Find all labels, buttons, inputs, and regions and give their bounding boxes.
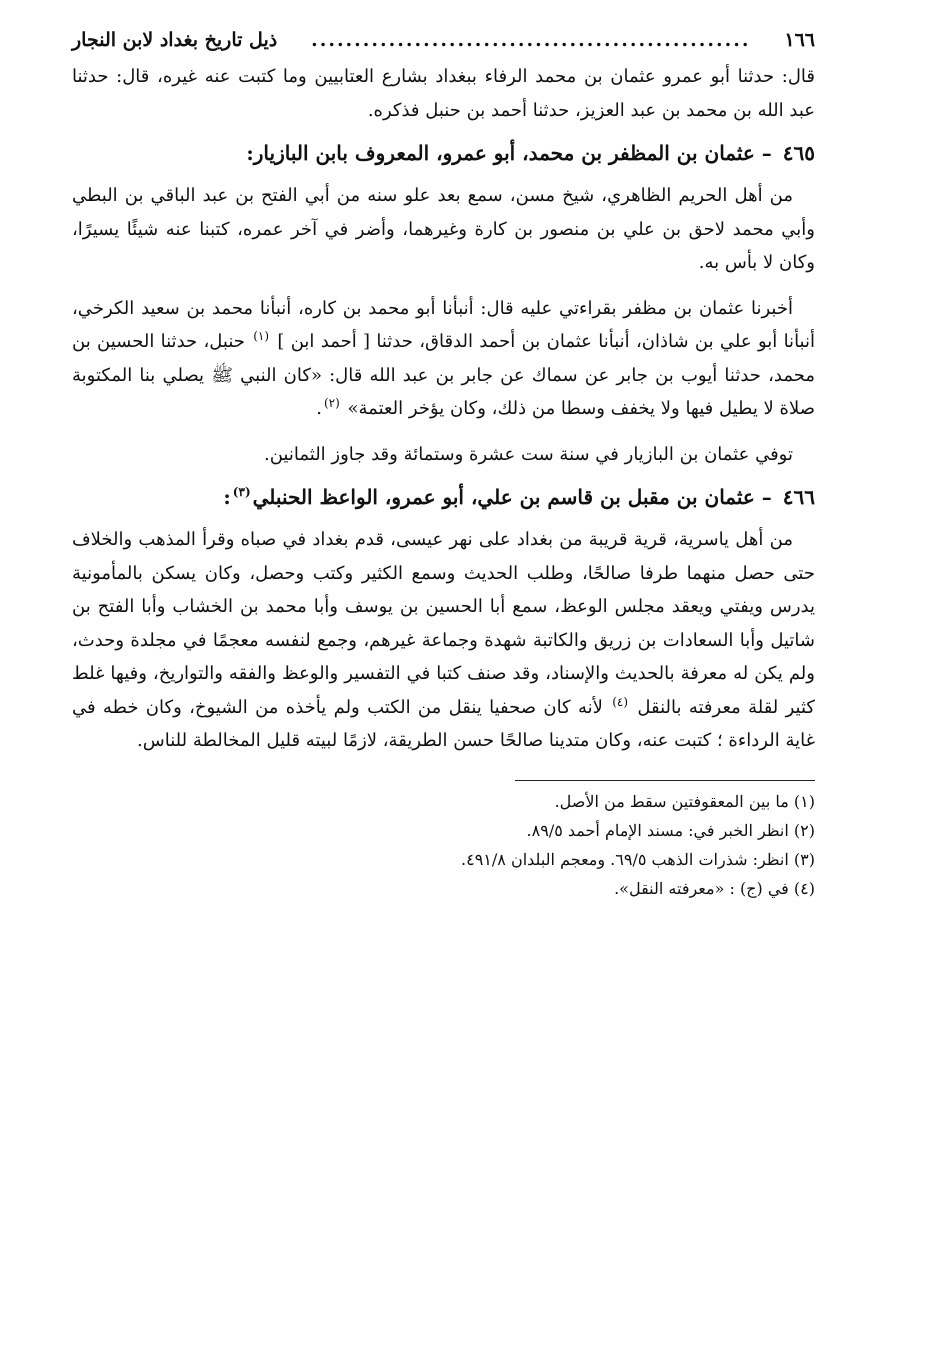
footnote-divider: [515, 780, 815, 781]
entry-466-number: ٤٦٦: [782, 485, 815, 509]
entry-465-death-paragraph: توفي عثمان بن البازيار في سنة ست عشرة وستمائة وقد جاوز الثمانين.: [264, 443, 793, 465]
footnotes: [72, 787, 815, 903]
entry-466-heading: [72, 479, 815, 515]
intro-paragraph: قال: حدثنا أبو عمرو عثمان بن محمد الرفاء ببغداد بشارع العتابيين وما كتبت عنه غيره، قال: حدثنا عبد الله بن محمد بن عبد العزيز، حدثنا أحمد بن حنبل فذكره.: [72, 66, 815, 121]
running-header: [72, 26, 815, 60]
hadith-text-end: .: [316, 398, 322, 419]
entry-465-title: – عثمان بن المظفر بن محمد، أبو عمرو، المعروف بابن البازيار:: [246, 141, 772, 165]
entry-466-title: – عثمان بن مقبل بن قاسم بن علي، أبو عمرو، الواعظ الحنبلي: [252, 485, 772, 509]
footnote-3: (٣) انظر: شذرات الذهب ٦٩/٥. ومعجم البلدان ٤٩١/٨.: [461, 849, 815, 869]
entry-466-title-colon: :: [223, 485, 231, 509]
entry-465-bio-paragraph: من أهل الحريم الظاهري، شيخ مسن، سمع بعد علو سنه من أبي الفتح بن عبد الباقي بن البطي وأبي محمد لاحق بن علي بن منصور بن كارة وغيرهما، وأضر في آخر عمره، كتبنا عنه شيئًا يسيرًا، وكان لا بأس به.: [72, 185, 815, 273]
footnote-ref-3: (٣): [232, 485, 251, 500]
page-number: ١٦٦: [784, 29, 815, 51]
entry-466-text-part-1: من أهل ياسرية، قرية قريبة من بغداد على نهر عيسى، قدم بغداد في صباه وقرأ المذهب والخلاف حتى حصل منهما طرفا صالحًا، وطلب الحديث وسمع الكثير وكتب وحصل، وكان يسكن بالمأمونية يدرس ويفتي ويعقد مجلس الوعظ، سمع أبا الحسين بن يوسف وأبا محمد بن الخشاب وأبا الفتح بن شاتيل وأبا السعادات بن زريق والكاتبة شهدة وجماعة غيرهم، وجمع لنفسه معجمًا في مجلدة وحدث، ولم يكن له معرفة بالحديث والإسناد، وقد صنف كتبا في التفسير والوعظ والفقه والتواريخ، وفيها غلط كثير لقلة معرفته بالنقل: [72, 529, 815, 718]
entry-465-number: ٤٦٥: [782, 141, 815, 165]
entry-466-text-part-2: لأنه كان صحفيا ينقل من الكتب ولم يأخذه من الشيوخ، وكان خطه في غاية الرداءة ؛ كتبت عنه، وكان متدينا صالحًا حسن الطريقة، لازمًا لبيته قليل المخالطة للناس.: [72, 696, 815, 751]
hadith-text-part-1: أخبرنا عثمان بن مظفر بقراءتي عليه قال: أنبأنا أبو محمد بن كاره، أنبأنا محمد بن سعيد الكرخي، أنبأنا أبو علي بن شاذان، أنبأنا عثمان بن أحمد الدقاق، حدثنا [ أحمد ابن ]: [72, 297, 815, 352]
header-leader-dots: ...................................................: [311, 29, 751, 51]
footnote-ref-1: (١): [253, 329, 270, 343]
footnote-ref-2: (٢): [323, 396, 340, 410]
footnote-4: (٤) في (ج) : «معرفته النقل».: [614, 878, 815, 898]
hadith-text-part-2: حنبل، حدثنا الحسين بن محمد، حدثنا أيوب بن جابر عن سماك عن جابر بن عبد الله قال: «كان النبي ﷺ يصلي بنا المكتوبة صلاة لا يطيل فيها ولا يخفف وسطا من ذلك، وكان يؤخر العتمة»: [72, 331, 815, 419]
footnote-1: (١) ما بين المعقوفتين سقط من الأصل.: [554, 791, 815, 811]
entry-465-hadith-paragraph: [72, 292, 815, 426]
footnote-ref-4: (٤): [612, 694, 629, 709]
book-title: ذيل تاريخ بغداد لابن النجار: [72, 29, 278, 51]
footnote-2: (٢) انظر الخبر في: مسند الإمام أحمد ٨٩/٥.: [526, 820, 815, 840]
entry-465-heading: [72, 135, 815, 171]
entry-466-bio-paragraph: [72, 523, 815, 758]
